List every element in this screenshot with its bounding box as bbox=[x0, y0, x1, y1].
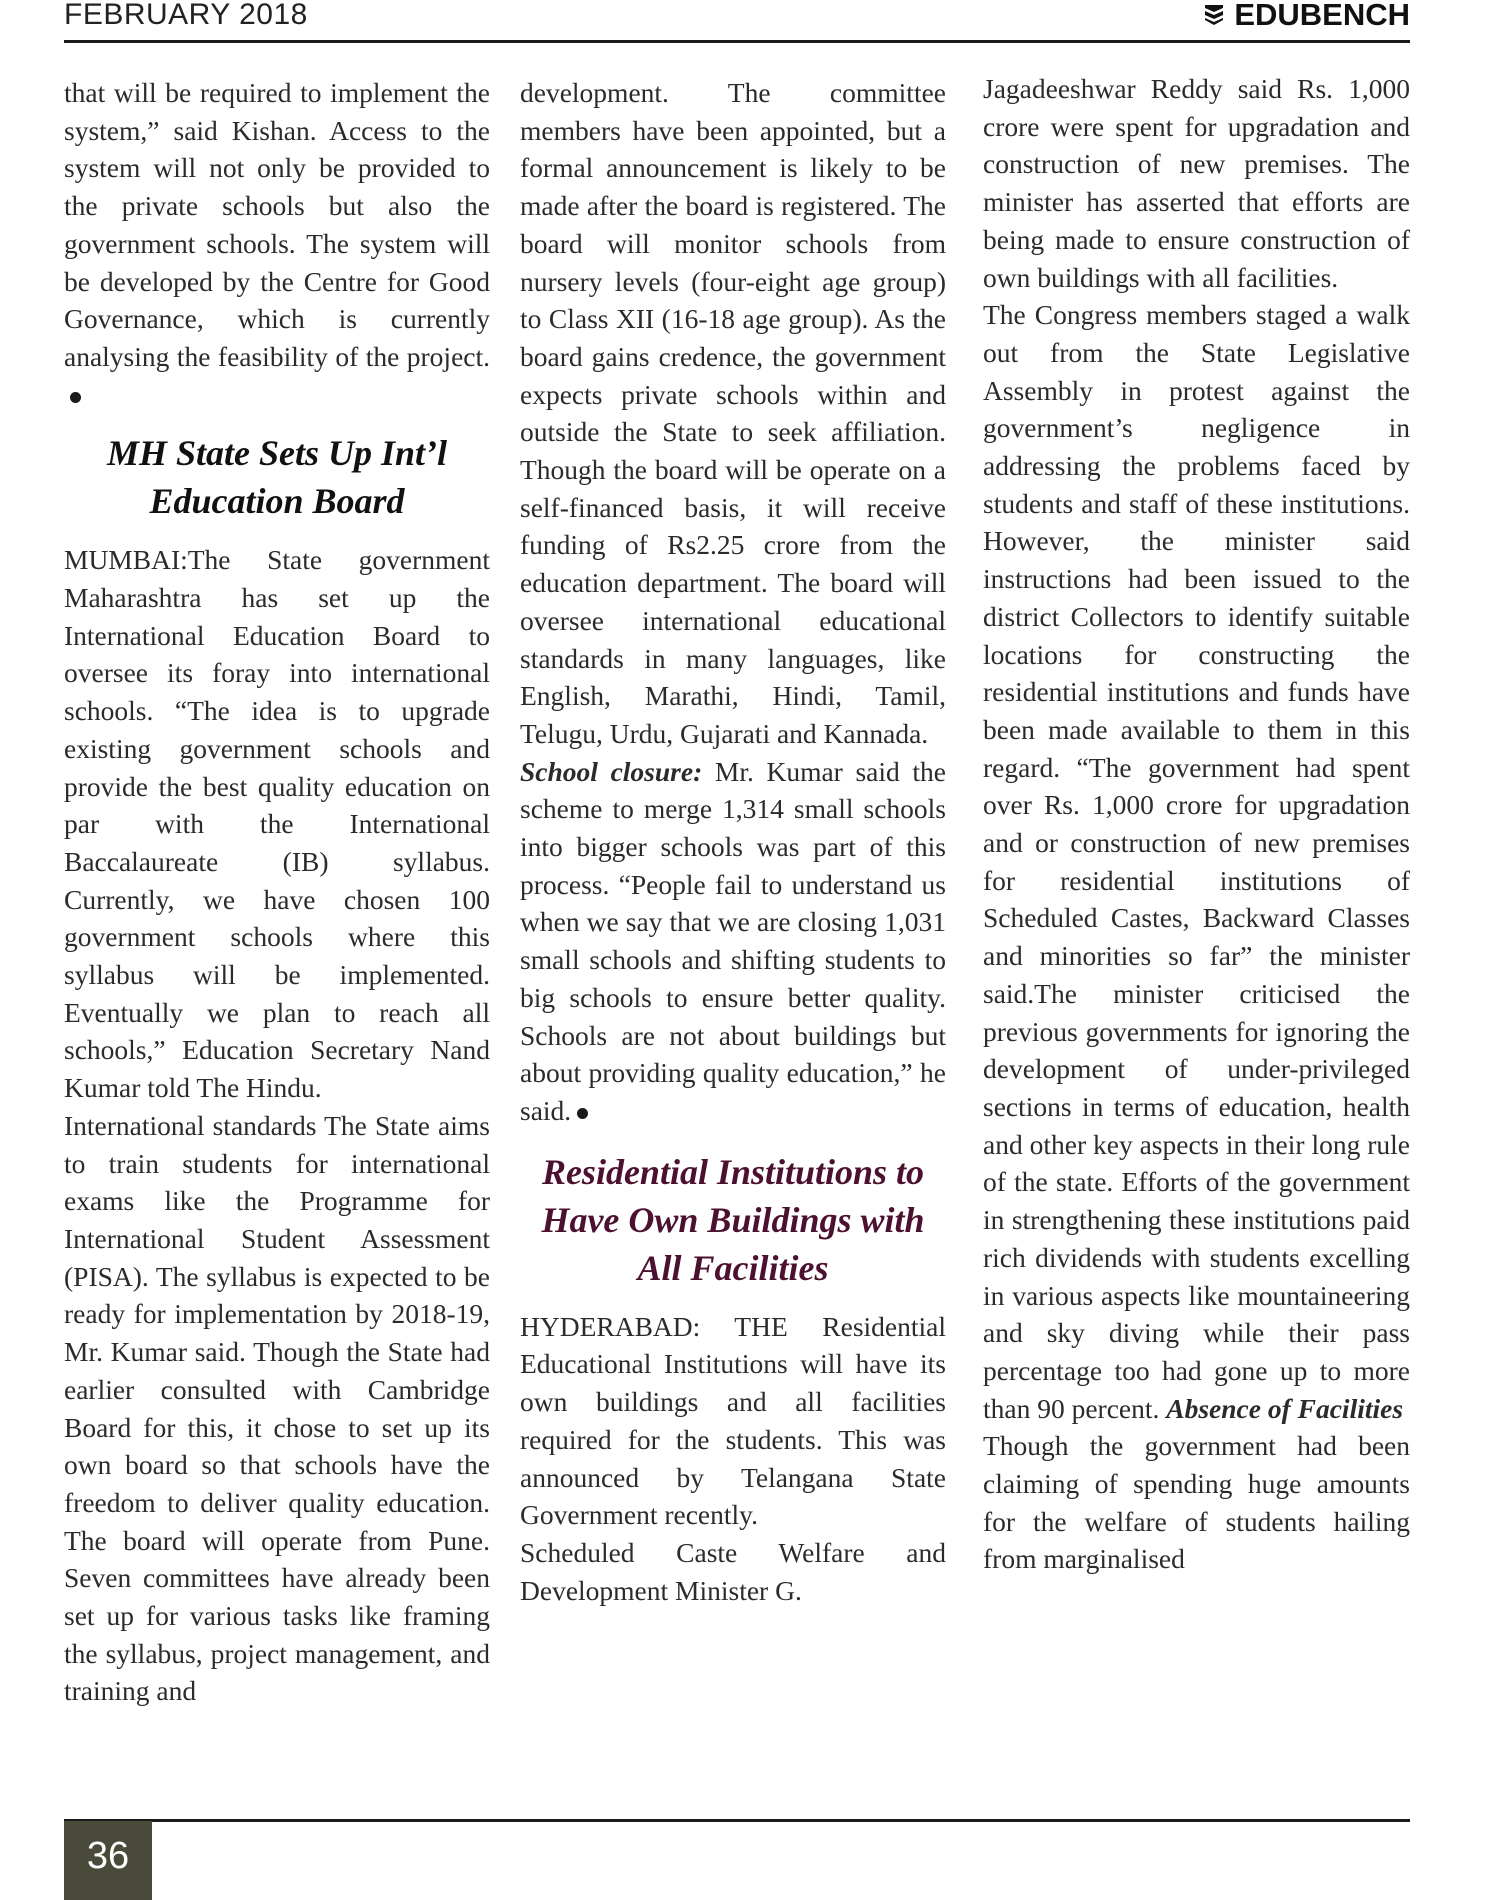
paragraph: Scheduled Caste Welfare and Development Minister G. bbox=[520, 1536, 946, 1606]
paragraph: Jagadeeshwar Reddy said Rs. 1,000 crore were spent for upgradation and construction of new premises. The minister has asserted that efforts are being made to ensure construction of own buildings with all facilities. bbox=[983, 73, 1410, 293]
page-number: 36 bbox=[64, 1821, 152, 1900]
column-1 bbox=[64, 74, 490, 1710]
subhead-absence-of-facilities: Absence of Facilities bbox=[1166, 1392, 1404, 1424]
paragraph: MUMBAI:The State government Maharashtra has set up the International Education Board to oversee its foray into international schools. “The idea is to upgrade existing government schools and provide the best quality education on par with the International Baccalaureate (IB) syllabus. Currently, we have chosen 100 government schools where this syllabus will be implemented. Eventually we plan to reach all schools,” Education Secretary Nand Kumar told The Hindu. bbox=[64, 544, 490, 1104]
paragraph-with-subhead bbox=[983, 296, 1410, 1427]
headline-residential-institutions: Residential Institutions to Have Own Buildings with All Facilities bbox=[541, 1151, 925, 1288]
paragraph: International standards The State aims to train students for international exams like the Programme for International Student Assessment (PISA). The syllabus is expected to be ready for implementation by 2018-19, Mr. Kumar said. Though the State had earlier consulted with Cambridge Board for this, it chose to set up its own board so that schools have the freedom to deliver quality education. The board will operate from Pune. Seven committees have already been set up for various tasks like framing the syllabus, project management, and training and bbox=[64, 1109, 490, 1707]
brand-name: EDUBENCH bbox=[1234, 0, 1410, 32]
paragraph: development. The committee members have been appointed, but a formal announcement is likely to be made after the board is registered. The board will monitor schools from nursery levels (four-eight age group) to Class XII (16-18 age group). As the board gains credence, the government expects private schools within and outside the State to seek affiliation. Though the board will be operate on a self-financed basis, it will receive funding of Rs2.25 crore from the education department. The board will oversee international educational standards in many languages, like English, Marathi, Hindi, Tamil, Telugu, Urdu, Gujarati and Kannada. bbox=[520, 77, 946, 749]
column-3 bbox=[983, 70, 1410, 1578]
footer-rule bbox=[64, 1819, 1410, 1822]
end-bullet-icon bbox=[577, 1108, 588, 1119]
paragraph: Though the government had been claiming of spending huge amounts for the welfare of students hailing from marginalised bbox=[983, 1430, 1410, 1575]
paragraph-text: Mr. Kumar said the scheme to merge 1,314 small schools into bigger schools was part of this process. “People fail to understand us when we say that we are closing 1,031 small schools and shifting students to big schools to ensure better quality. Schools are not about buildings but about providing quality education,” he said. bbox=[520, 755, 946, 1126]
paragraph-text: The Congress members staged a walk out from the State Legislative Assembly in protest against the government’s negligence in addressing the problems faced by students and staff of these institutions. However, the minister said instructions had been issued to the district Collectors to identify suitable locations for constructing the residential institutions and funds have been made available to them in this regard. “The government had spent over Rs. 1,000 crore for upgradation and or construction of new premises for residential institutions of Scheduled Castes, Backward Classes and minorities so far” the minister said.The minister criticised the previous governments for ignoring the development of under-privileged sections in terms of education, health and other key aspects in their long rule of the state. Efforts of the government in strengthening these institutions paid rich dividends with students excelling in various aspects like mountaineering and sky diving while their pass percentage too had gone up to more than 90 percent. bbox=[983, 299, 1410, 1424]
article-continuation bbox=[64, 74, 490, 413]
page-header bbox=[64, 0, 1410, 43]
paragraph: HYDERABAD: THE Residential Educational Institutions will have its own buildings and all facilities required for the students. This was announced by Telangana State Government recently. bbox=[520, 1310, 946, 1531]
paragraph-school-closure bbox=[520, 753, 946, 1130]
edubench-shield-logo bbox=[1204, 4, 1224, 26]
subhead-school-closure: School closure: bbox=[520, 755, 703, 787]
headline-mh-board: MH State Sets Up Int’l Education Board bbox=[106, 433, 448, 522]
issue-date: FEBRUARY 2018 bbox=[64, 0, 308, 31]
column-2 bbox=[520, 74, 946, 1609]
brand bbox=[1204, 0, 1410, 30]
paragraph: that will be required to implement the system,” said Kishan. Access to the system will not only be provided to the private schools but also the government schools. The system will be developed by the Centre for Good Governance, which is currently analysing the feasibility of the project. bbox=[64, 77, 490, 372]
end-bullet-icon bbox=[70, 392, 81, 403]
